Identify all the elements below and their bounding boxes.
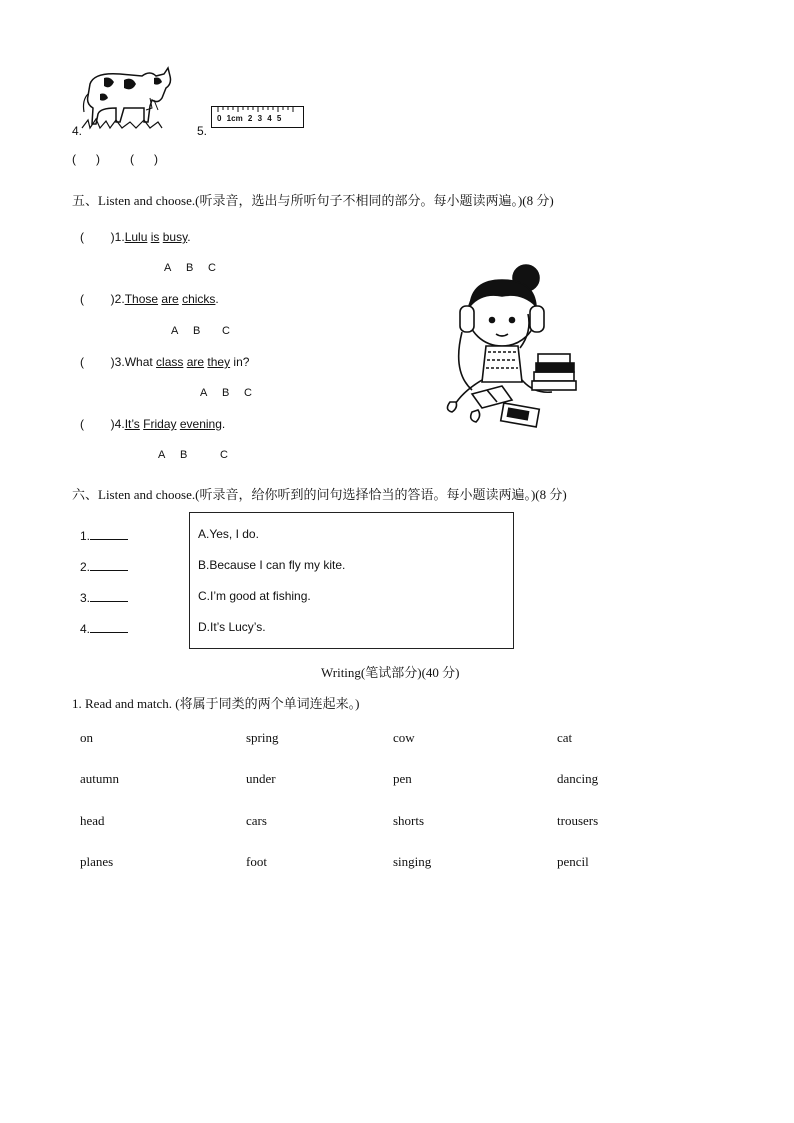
word-item[interactable]: head bbox=[80, 813, 105, 828]
s5-question-3: ( )3.What class are they in? bbox=[80, 355, 250, 369]
answer-options-box bbox=[189, 512, 514, 649]
option-a: A.Yes, I do. bbox=[198, 527, 259, 541]
cow-image bbox=[80, 64, 175, 136]
s5-question-4: ( )4.It’s Friday evening. bbox=[80, 417, 226, 431]
answer-paren-4: ( ) bbox=[72, 152, 100, 166]
s6-blank-3: 3. bbox=[80, 589, 128, 605]
s6-blank-2: 2. bbox=[80, 558, 128, 574]
word-item[interactable]: singing bbox=[393, 854, 432, 869]
word-item[interactable]: trousers bbox=[557, 813, 599, 828]
underlined-part-c: busy bbox=[162, 230, 188, 244]
section-5-heading: 五、Listen and choose.(听录音，选出与所听句子不相同的部分。每小题读两遍。)(8 分) bbox=[72, 193, 554, 208]
s5-options-3: A B C bbox=[200, 387, 252, 399]
underlined-part-a: class bbox=[156, 355, 184, 369]
answer-paren-5: ( ) bbox=[130, 152, 158, 166]
answer-blank[interactable] bbox=[90, 558, 128, 571]
ruler-image bbox=[211, 106, 304, 128]
underlined-part-b: is bbox=[150, 230, 160, 244]
word-item[interactable]: on bbox=[80, 730, 93, 745]
answer-blank[interactable] bbox=[90, 589, 128, 602]
underlined-part-a: It’s bbox=[124, 417, 140, 431]
underlined-part-b: are bbox=[161, 292, 179, 306]
underlined-part-c: chicks bbox=[182, 292, 216, 306]
word-item[interactable]: pen bbox=[393, 771, 412, 786]
s5-question-2: ( )2.Those are chicks. bbox=[80, 292, 219, 306]
underlined-part-c: they bbox=[207, 355, 231, 369]
answer-blank[interactable] bbox=[90, 527, 128, 540]
underlined-part-b: are bbox=[186, 355, 205, 369]
word-item[interactable]: foot bbox=[246, 854, 267, 869]
item-4-number: 4. bbox=[72, 124, 83, 138]
s6-blank-1: 1. bbox=[80, 527, 128, 543]
answer-paren: ( ) bbox=[80, 417, 115, 431]
s5-options-2: A B C bbox=[171, 325, 230, 337]
word-item[interactable]: planes bbox=[80, 854, 114, 869]
word-item[interactable]: cat bbox=[557, 730, 573, 745]
option-b: B.Because I can fly my kite. bbox=[198, 558, 346, 572]
girl-reading-image bbox=[442, 262, 582, 436]
ruler-label: 0 1cm 2 3 4 5 bbox=[217, 114, 282, 123]
s6-blank-4: 4. bbox=[80, 620, 128, 636]
s5-options-4: A B C bbox=[158, 449, 228, 461]
answer-paren: ( ) bbox=[80, 292, 115, 306]
word-item[interactable]: cars bbox=[246, 813, 267, 828]
underlined-part-a: Lulu bbox=[124, 230, 148, 244]
underlined-part-a: Those bbox=[124, 292, 159, 306]
s5-question-1: ( )1.Lulu is busy. bbox=[80, 230, 191, 244]
option-c: C.I’m good at fishing. bbox=[198, 589, 311, 603]
answer-blank[interactable] bbox=[90, 620, 128, 633]
s5-options-1: A B C bbox=[164, 262, 216, 274]
writing-title: Writing(笔试部分)(40 分) bbox=[321, 665, 460, 680]
answer-paren: ( ) bbox=[80, 355, 115, 369]
item-5-number: 5. bbox=[197, 124, 208, 138]
read-and-match-heading: 1. Read and match. (将属于同类的两个单词连起来。) bbox=[72, 696, 360, 711]
word-item[interactable]: under bbox=[246, 771, 276, 786]
word-item[interactable]: dancing bbox=[557, 771, 599, 786]
word-item[interactable]: spring bbox=[246, 730, 279, 745]
word-item[interactable]: cow bbox=[393, 730, 415, 745]
word-item[interactable]: pencil bbox=[557, 854, 589, 869]
word-item[interactable]: autumn bbox=[80, 771, 119, 786]
section-6-heading: 六、Listen and choose.(听录音，给你听到的问句选择恰当的答语。每小题读两遍。)(8 分) bbox=[72, 487, 567, 502]
word-item[interactable]: shorts bbox=[393, 813, 425, 828]
answer-paren: ( ) bbox=[80, 230, 115, 244]
underlined-part-b: Friday bbox=[143, 417, 177, 431]
option-d: D.It’s Lucy’s. bbox=[198, 620, 266, 634]
underlined-part-c: evening bbox=[179, 417, 222, 431]
